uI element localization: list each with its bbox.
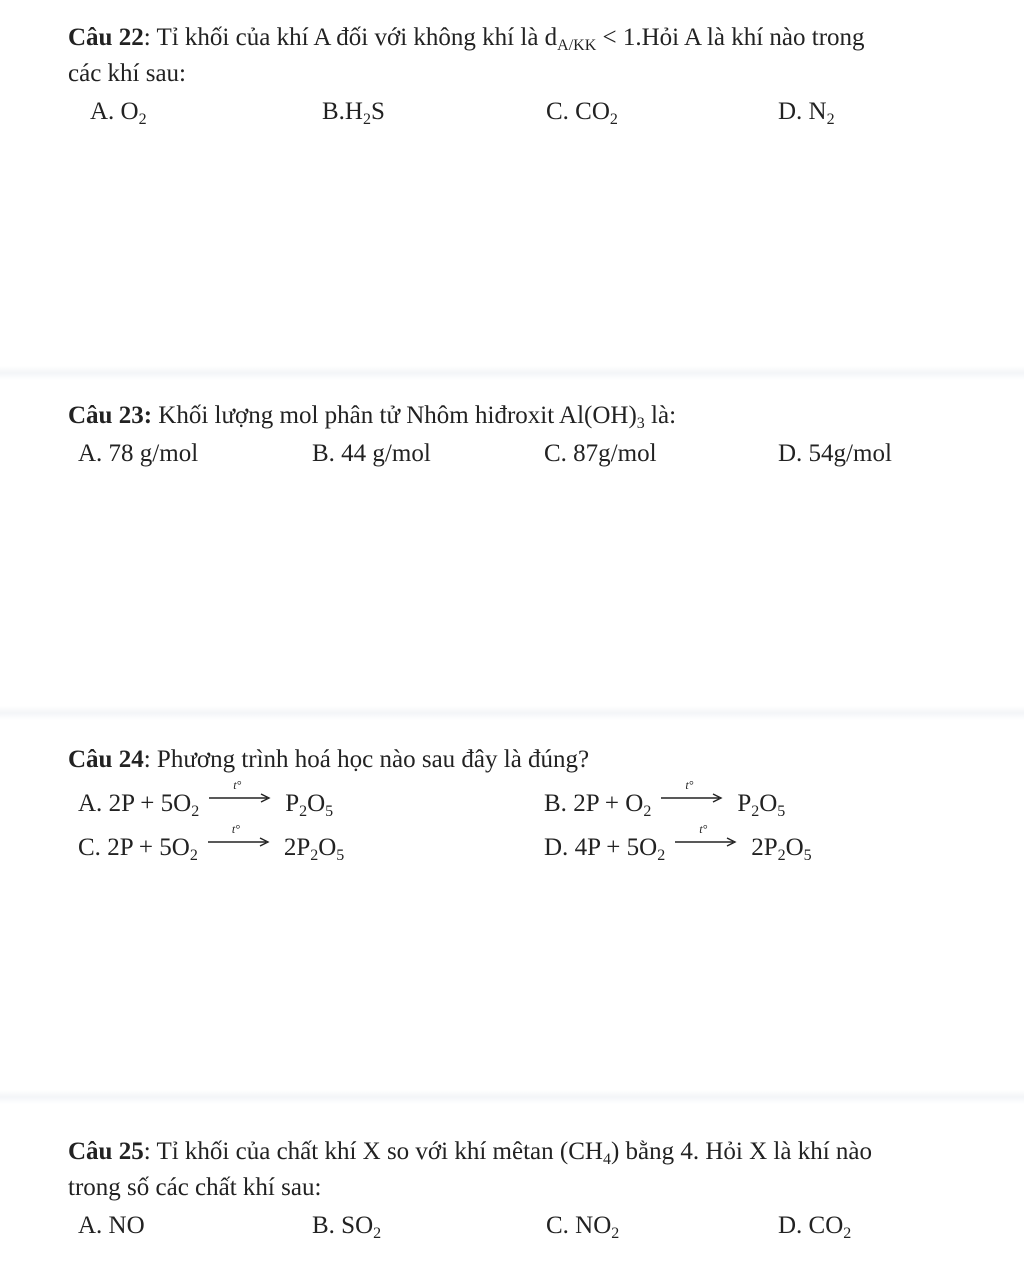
question-23-stem: Câu 23: Khối lượng mol phân tử Nhôm hiđroxit $Al(OH)_3$ là:: [68, 402, 677, 432]
reaction-arrow: t°: [208, 839, 270, 859]
question-24-label: Câu 24: [68, 746, 144, 773]
q22-option-a[interactable]: A. $O_2$: [90, 98, 147, 128]
section-divider: [0, 366, 1024, 380]
section-divider: [0, 706, 1024, 720]
question-25-stem: Câu 25: Tỉ khối của chất khí X so với khí mêtan $(CH_4)$ bằng 4. Hỏi X là khí nào trong số các chất khí sau:: [68, 1138, 872, 1201]
reaction-arrow: t°: [661, 795, 723, 815]
q25-option-c[interactable]: C. $NO_2$: [546, 1212, 620, 1242]
q22-option-d[interactable]: D. $N_2$: [778, 98, 835, 128]
q23-option-c[interactable]: C. 87g/mol: [544, 440, 657, 467]
question-23-label: Câu 23:: [68, 402, 153, 429]
q24-option-a[interactable]: A. $2P + 5O_2$ t° $P_2O_5$: [78, 778, 334, 820]
q25-option-d[interactable]: D. $CO_2$: [778, 1212, 852, 1242]
q24-option-d[interactable]: D. $4P + 5O_2$ t° $2P_2O_5$: [544, 822, 812, 864]
q23-option-a[interactable]: A. 78 g/mol: [78, 440, 199, 467]
q22-option-c[interactable]: C. $CO_2$: [546, 98, 618, 128]
q25-option-b[interactable]: B. $SO_2$: [312, 1212, 382, 1242]
question-22-stem: Câu 22: Tỉ khối của khí A đối với không khí là $d_{A/KK}$ < 1.Hỏi A là khí nào trong các khí sau:: [68, 24, 865, 87]
question-24-stem: Câu 24: Phương trình hoá học nào sau đây là đúng?: [68, 746, 590, 773]
q24-option-c[interactable]: C. $2P + 5O_2$ t° $2P_2O_5$: [78, 822, 345, 864]
q25-option-a[interactable]: A. NO: [78, 1212, 145, 1239]
section-divider: [0, 1090, 1024, 1104]
question-22-label: Câu 22: [68, 24, 144, 51]
reaction-arrow: t°: [675, 839, 737, 859]
q23-option-b[interactable]: B. 44 g/mol: [312, 440, 431, 467]
question-25-label: Câu 25: [68, 1138, 144, 1165]
q22-option-b[interactable]: $B.H_2S$: [322, 98, 385, 128]
q24-option-b[interactable]: B. $2P + O_2$ t° $P_2O_5$: [544, 778, 786, 820]
reaction-arrow: t°: [209, 795, 271, 815]
q23-option-d[interactable]: D. 54g/mol: [778, 440, 892, 467]
